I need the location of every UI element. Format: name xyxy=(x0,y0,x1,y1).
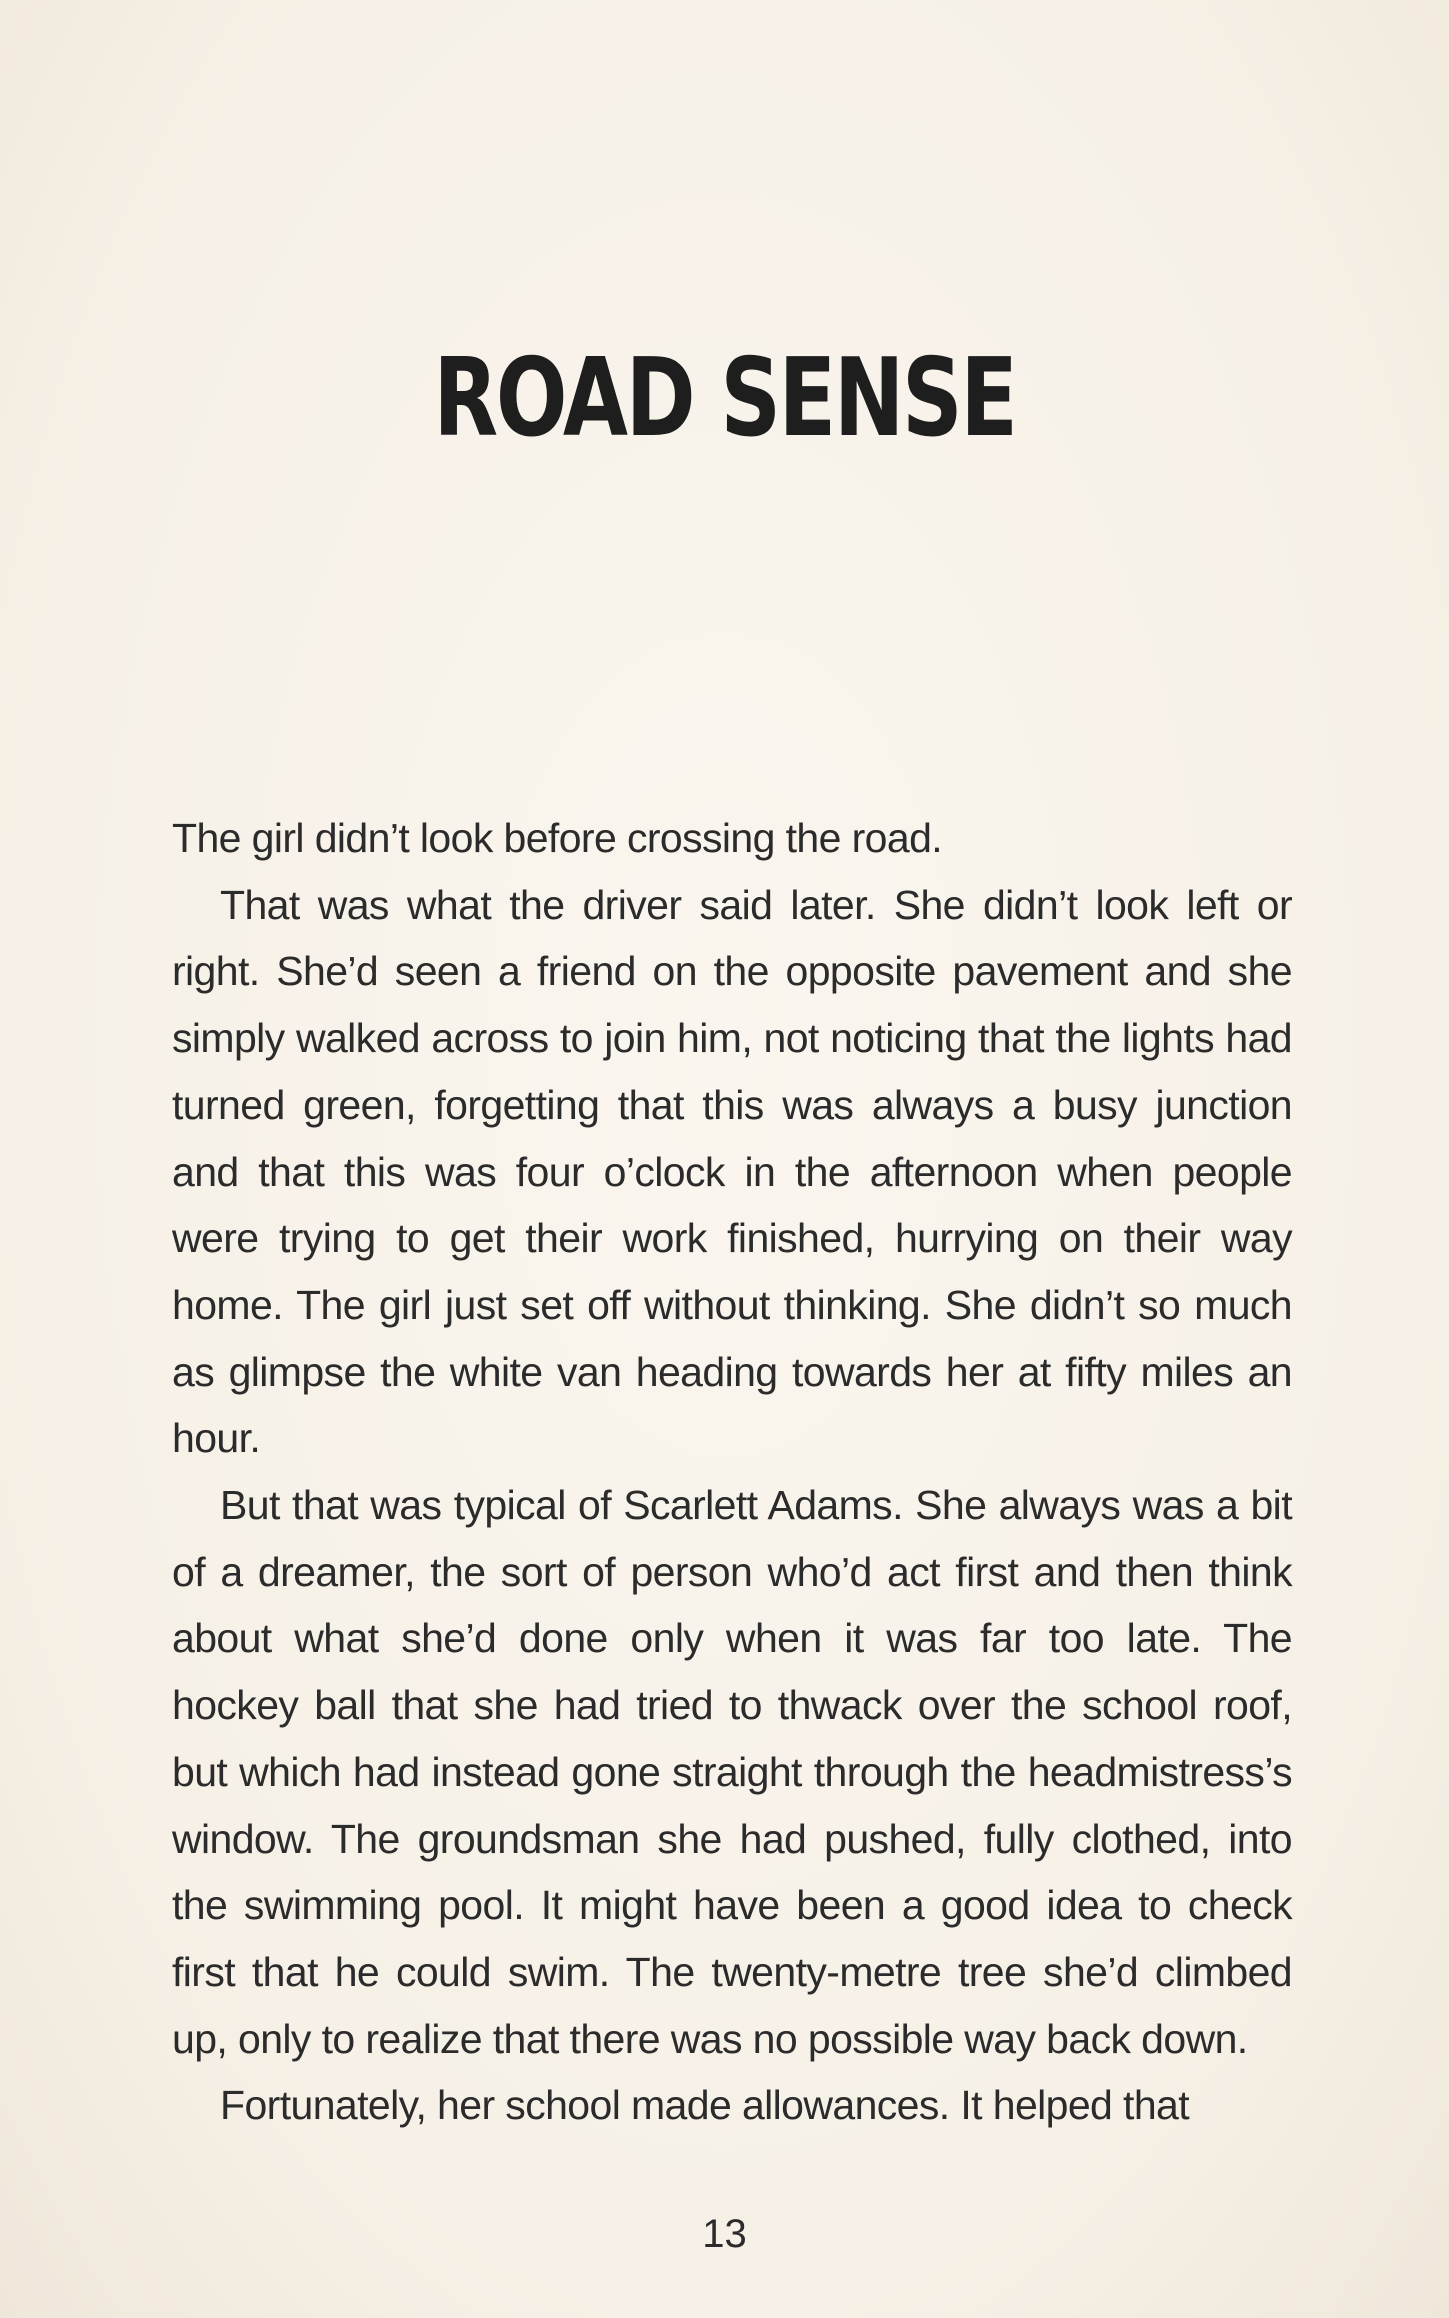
chapter-body xyxy=(172,805,1292,2139)
paragraph-3: But that was typical of Scarlett Adams. She always was a bit of a dreamer, the sort of person who’d act first and then think about what she’d done only when it was far too late. The hockey ball that she had tried to thwack over the school roof, but which had instead gone straight through the headmistress’s window. The groundsman she had pushed, fully clothed, into the swimming pool. It might have been a good idea to check first that he could swim. The twenty-metre tree she’d climbed up, only to realize that there was no possible way back down. xyxy=(172,1482,1292,2062)
paragraph-4: Fortunately, her school made allowances. It helped that xyxy=(220,2082,1190,2129)
page-number: 13 xyxy=(702,2212,747,2256)
chapter-title: ROAD SENSE xyxy=(433,336,1016,461)
paragraph-1: The girl didn’t look before crossing the road. xyxy=(172,815,943,861)
paragraph-2: That was what the driver said later. She didn’t look left or right. She’d seen a friend on the opposite pavement and she simply walked across to join him, not noticing that the lights had turned green, forgetting that this was always a busy junction and that this was four o’clock in the afternoon when people were trying to get their work finished, hurrying on their way home. The girl just set off without thinking. She didn’t so much as glimpse the white van heading towards her at fifty miles an hour. xyxy=(172,881,1292,1462)
